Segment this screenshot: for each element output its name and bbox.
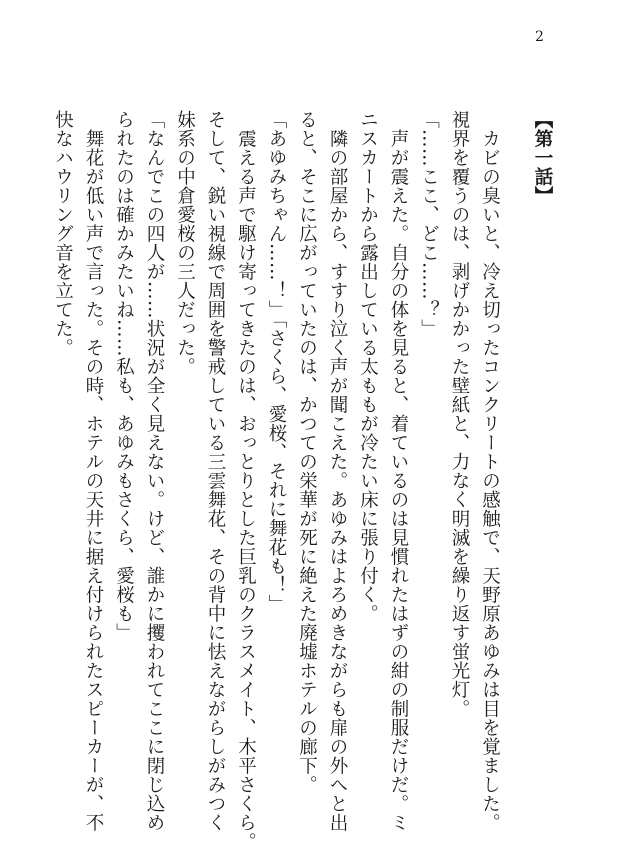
text-line: 「なんでこの四人が……状況が全く見えない。けど、誰かに攫われてここに閉じ込め xyxy=(144,110,165,832)
text-line: ると、そこに広がっていたのは、かつての栄華が死に絶えた廃墟ホテルの廊下。 xyxy=(296,110,318,794)
page-number: 2 xyxy=(535,29,544,45)
text-line: 「……ここ、どこ……？」 xyxy=(418,110,440,338)
text-line: カビの臭いと、冷え切ったコンクリートの感触で、天野原あゆみは目を覚ました。 xyxy=(479,128,501,832)
text-line: そして、鋭い視線で周囲を警戒している三雲舞花、その背中に怯えながらしがみつく xyxy=(205,110,226,832)
text-line: 隣の部屋から、すすり泣く声が聞こえた。あゆみはよろめきながらも扉の外へと出 xyxy=(327,128,348,832)
text-line: ニスカートから露出している太ももが冷たい床に張り付く。 xyxy=(357,110,379,623)
text-line: 「あゆみちゃん……！」「さくら、愛桜、それに舞花も！」 xyxy=(266,110,287,614)
text-line: 視界を覆うのは、剥げかかった壁紙と、力なく明滅を繰り返す蛍光灯。 xyxy=(449,110,470,718)
chapter-title: 【第一話】 xyxy=(532,110,553,205)
novel-text-column-block xyxy=(52,110,557,851)
text-line: られたのは確かみたいね……私も、あゆみもさくら、愛桜も」 xyxy=(113,110,135,642)
text-line: 舞花が低い声で言った。その時、ホテルの天井に据え付けられたスピーカーが、不 xyxy=(83,128,104,832)
text-line: 声が震えた。自分の体を見ると、着ているのは見慣れたはずの紺の制服だけだ。ミ xyxy=(388,128,409,832)
text-line: 震える声で駆け寄ってきたのは、おっとりとした巨乳のクラスメイト、木平さくら。 xyxy=(235,128,257,851)
text-line: 妹系の中倉愛桜の三人だった。 xyxy=(174,110,196,376)
text-line: 快なハウリング音を立てた。 xyxy=(52,110,74,357)
